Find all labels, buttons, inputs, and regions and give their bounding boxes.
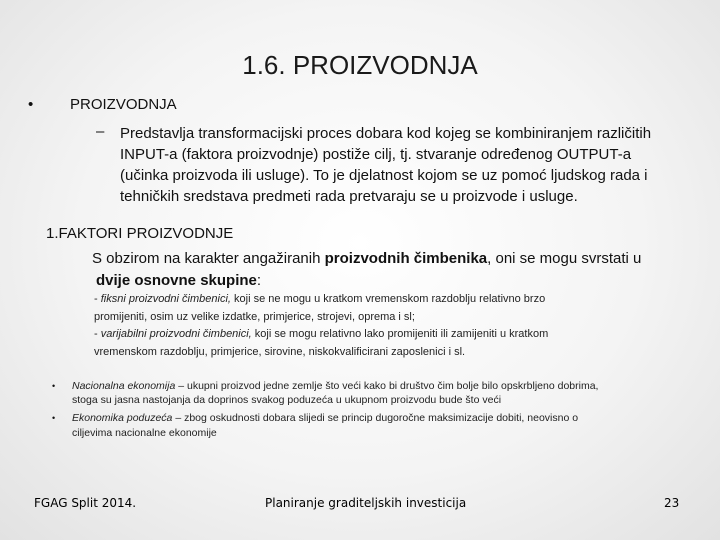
faktori-line-1 <box>92 250 641 267</box>
sub-line: (učinka proizvoda ili usluge). To je djelatnost kojom se uz pomoć ljudskog rada i <box>120 167 648 184</box>
text: – ukupni proizvod jedne zemlje što veći kako bi društvo čim bolje bilo opskrbljeno dobrima, <box>175 380 599 392</box>
faktori-line-2 <box>96 272 261 289</box>
sub-bullet-marker: – <box>96 123 105 140</box>
note-marker: • <box>52 413 56 423</box>
text: – zbog oskudnosti dobara slijedi se princip dugoročne maksimizacije dobiti, neovisno o <box>172 412 579 424</box>
note-marker: • <box>52 381 56 391</box>
emphasis: dvije osnovne skupine <box>96 272 257 289</box>
text: koji se mogu relativno lako promijeniti ili zamijeniti u kratkom <box>251 328 549 340</box>
sub-line: tehničkih sredstava predmeti rada pretvaraju se u proizvode i usluge. <box>120 188 578 205</box>
term: fiksni proizvodni čimbenici, <box>100 293 231 305</box>
term: Nacionalna ekonomija <box>72 380 176 392</box>
sub-line: INPUT-a (faktora proizvodnje) postiže cilj, tj. stvaranje određenog OUTPUT-a <box>120 146 632 163</box>
bullet-marker: • <box>28 96 34 113</box>
text: , oni se mogu svrstati u <box>487 250 642 267</box>
text: koji se ne mogu u kratkom vremenskom razdoblju relativno brzo <box>230 293 546 305</box>
note-line <box>72 379 598 393</box>
sub-line: Predstavlja transformacijski proces dobara kod kojeg se kombiniranjem različitih <box>120 125 652 142</box>
fiksni-line-2: promijeniti, osim uz velike izdatke, primjerice, strojevi, oprema i sl; <box>94 311 415 323</box>
varijabilni-line-2: vremenskom razdoblju, primjerice, sirovine, niskokvalificirani zaposlenici i sl. <box>94 346 466 358</box>
term: varijabilni proizvodni čimbenici, <box>100 328 252 340</box>
text: : <box>256 272 262 289</box>
note-line: ciljevima nacionalne ekonomije <box>72 427 217 439</box>
emphasis: proizvodnih čimbenika <box>324 250 488 267</box>
term: Ekonomika poduzeća <box>72 412 173 424</box>
slide-title: 1.6. PROIZVODNJA <box>242 50 478 80</box>
note-line: stoga su jasna nastojanja da doprinos svakog poduzeća u ukupnom proizvodu bude što veći <box>72 394 502 406</box>
page-number: 23 <box>664 496 680 510</box>
varijabilni-line-1 <box>94 328 548 340</box>
footer-center: Planiranje graditeljskih investicija <box>265 496 467 510</box>
bullet-label: PROIZVODNJA <box>70 96 177 113</box>
footer-left: FGAG Split 2014. <box>34 496 137 510</box>
section-heading: 1.FAKTORI PROIZVODNJE <box>46 225 234 242</box>
note-line <box>72 411 578 425</box>
fiksni-line-1 <box>94 293 545 305</box>
sub-bullet-text <box>120 123 680 207</box>
dash: - <box>94 328 101 340</box>
text: S obzirom na karakter angažiranih <box>92 250 325 267</box>
dash: - <box>94 293 101 305</box>
